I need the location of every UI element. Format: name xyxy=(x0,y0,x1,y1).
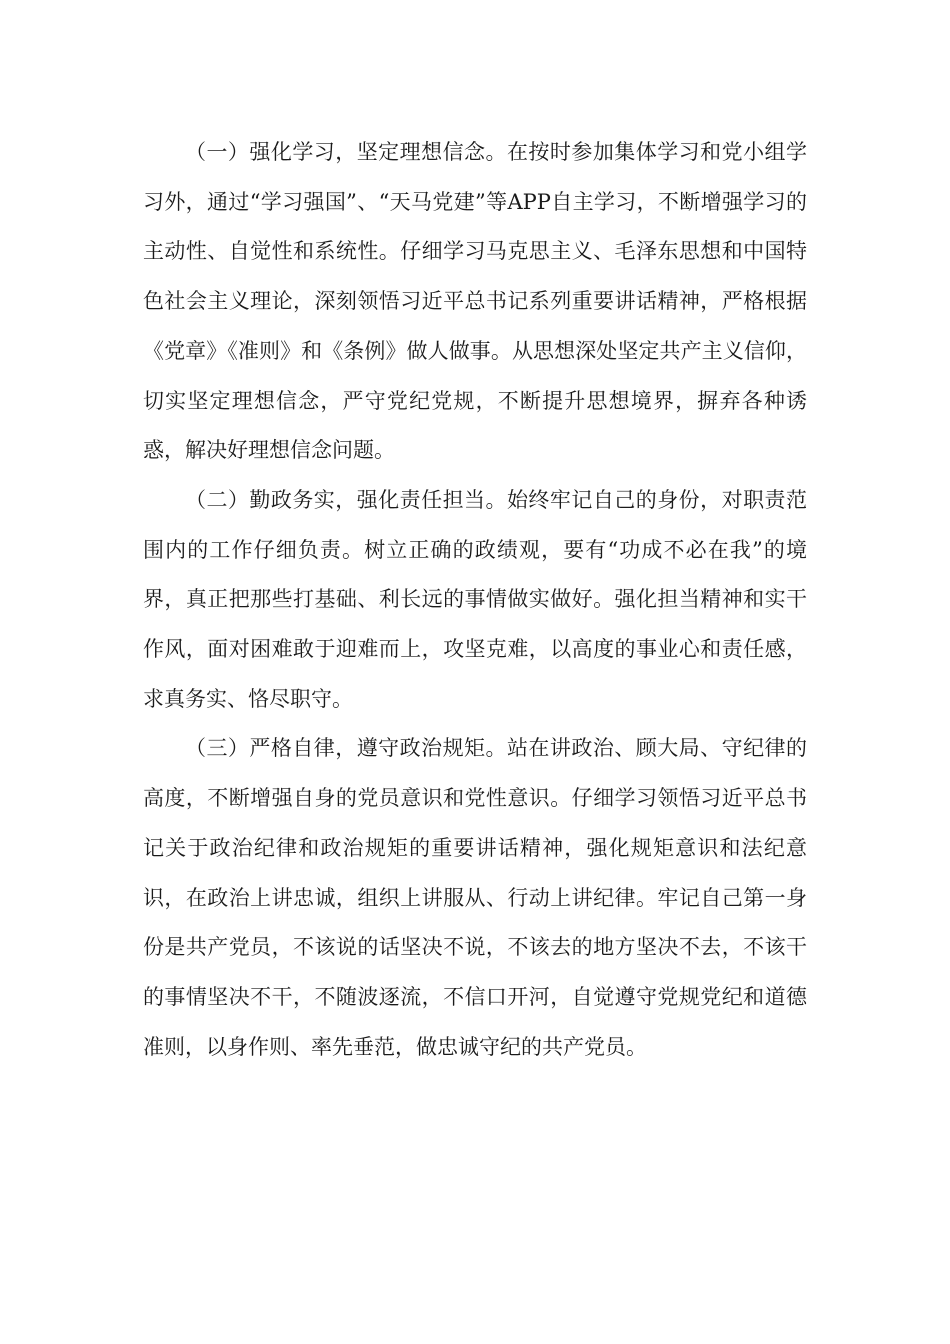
paragraph-study: （一）强化学习，坚定理想信念。在按时参加集体学习和党小组学习外，通过“学习强国”、“天马党建”等APP自主学习，不断增强学习的主动性、自觉性和系统性。仔细学习马克思主义、毛泽东思想和中国特色社会主义理论，深刻领悟习近平总书记系列重要讲话精神，严格根据《党章》《准则》和《条例》做人做事。从思想深处坚定共产主义信仰，切实坚定理想信念，严守党纪党规，不断提升思想境界，摒弃各种诱惑，解决好理想信念问题。 xyxy=(143,140,807,463)
document-body xyxy=(143,128,807,1072)
paragraph-responsibility: （二）勤政务实，强化责任担当。始终牢记自己的身份，对职责范围内的工作仔细负责。树立正确的政绩观，要有“功成不必在我”的境界，真正把那些打基础、利长远的事情做实做好。强化担当精神和实干作风，面对困难敢于迎难而上，攻坚克难，以高度的事业心和责任感，求真务实、恪尽职守。 xyxy=(143,487,807,711)
paragraph-discipline: （三）严格自律，遵守政治规矩。站在讲政治、顾大局、守纪律的高度，不断增强自身的党员意识和党性意识。仔细学习领悟习近平总书记关于政治纪律和政治规矩的重要讲话精神，强化规矩意识和法纪意识，在政治上讲忠诚，组织上讲服从、行动上讲纪律。牢记自己第一身份是共产党员，不该说的话坚决不说，不该去的地方坚决不去，不该干的事情坚决不干，不随波逐流，不信口开河，自觉遵守党规党纪和道德准则，以身作则、率先垂范，做忠诚守纪的共产党员。 xyxy=(143,736,807,1059)
